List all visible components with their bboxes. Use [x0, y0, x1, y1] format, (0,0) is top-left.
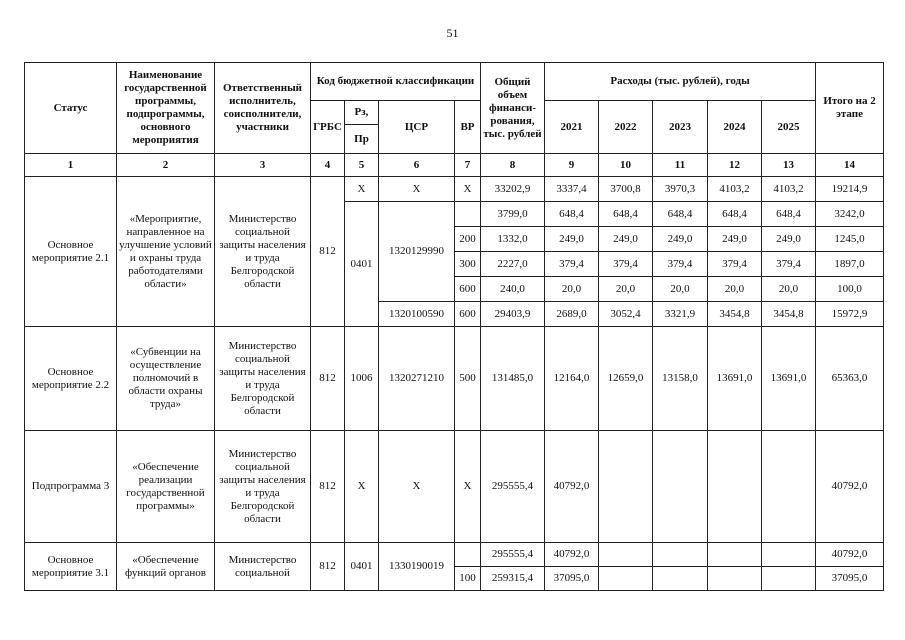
header-rz: Рз, [345, 101, 379, 125]
vr-cell: 600 [455, 277, 481, 302]
year-cell: 13691,0 [762, 327, 816, 431]
header-year-2023: 2023 [653, 101, 708, 154]
name-cell: «Субвенции на осуществление полномочий в области охраны труда» [117, 327, 215, 431]
grbs-cell: 812 [311, 177, 345, 327]
column-number: 1 [25, 154, 117, 177]
vr-cell [455, 202, 481, 227]
column-number: 14 [816, 154, 884, 177]
table-row [25, 431, 884, 543]
column-number: 7 [455, 154, 481, 177]
vr-cell [455, 543, 481, 567]
stage-total-cell: 40792,0 [816, 543, 884, 567]
total-cell: 2227,0 [481, 252, 545, 277]
column-number: 5 [345, 154, 379, 177]
rz-cell: 1006 [345, 327, 379, 431]
column-number: 6 [379, 154, 455, 177]
year-cell [708, 543, 762, 567]
year-cell: 3700,8 [599, 177, 653, 202]
year-cell: 13691,0 [708, 327, 762, 431]
vr-cell: 300 [455, 252, 481, 277]
year-cell: 40792,0 [545, 543, 599, 567]
vr-cell: 100 [455, 567, 481, 591]
grbs-cell: 812 [311, 327, 345, 431]
year-cell: 20,0 [545, 277, 599, 302]
year-cell: 4103,2 [708, 177, 762, 202]
column-number: 11 [653, 154, 708, 177]
year-cell: 249,0 [545, 227, 599, 252]
year-cell: 379,4 [762, 252, 816, 277]
grbs-cell: 812 [311, 543, 345, 591]
year-cell: 3454,8 [762, 302, 816, 327]
year-cell: 648,4 [762, 202, 816, 227]
budget-table [24, 62, 884, 591]
header-total-volume: Общий объем финанси-рования, тыс. рублей [481, 63, 545, 154]
rz-cell: 0401 [345, 202, 379, 327]
page-number: 51 [446, 26, 459, 40]
year-cell: 37095,0 [545, 567, 599, 591]
year-cell: 648,4 [653, 202, 708, 227]
total-cell: 240,0 [481, 277, 545, 302]
table-row [25, 327, 884, 431]
header-status: Статус [25, 63, 117, 154]
year-cell: 249,0 [653, 227, 708, 252]
total-cell: 33202,9 [481, 177, 545, 202]
year-cell: 2689,0 [545, 302, 599, 327]
vr-cell: 500 [455, 327, 481, 431]
vr-cell: Х [455, 431, 481, 543]
header-row-1 [25, 63, 884, 101]
total-cell: 295555,4 [481, 431, 545, 543]
year-cell: 20,0 [599, 277, 653, 302]
header-pr: Пр [345, 125, 379, 154]
name-cell: «Обеспечение реализации государственной программы» [117, 431, 215, 543]
header-year-2021: 2021 [545, 101, 599, 154]
total-cell: 3799,0 [481, 202, 545, 227]
column-numbers-row [25, 154, 884, 177]
status-cell: Подпрограмма 3 [25, 431, 117, 543]
year-cell: 379,4 [599, 252, 653, 277]
responsible-cell: Министерство социальной защиты населения и труда Белгородской области [215, 177, 311, 327]
year-cell: 249,0 [599, 227, 653, 252]
year-cell: 12164,0 [545, 327, 599, 431]
column-number: 3 [215, 154, 311, 177]
grbs-cell: 812 [311, 431, 345, 543]
csr-cell: Х [379, 431, 455, 543]
csr-cell: 1330190019 [379, 543, 455, 591]
column-number: 4 [311, 154, 345, 177]
csr-cell: 1320271210 [379, 327, 455, 431]
header-year-2024: 2024 [708, 101, 762, 154]
column-number: 10 [599, 154, 653, 177]
stage-total-cell: 37095,0 [816, 567, 884, 591]
stage-total-cell: 65363,0 [816, 327, 884, 431]
year-cell [653, 431, 708, 543]
csr-cell: 1320100590 [379, 302, 455, 327]
header-budget-code: Код бюджетной классификации [311, 63, 481, 101]
total-cell: 295555,4 [481, 543, 545, 567]
year-cell [762, 567, 816, 591]
total-cell: 29403,9 [481, 302, 545, 327]
responsible-cell: Министерство социальной защиты населения и труда Белгородской области [215, 431, 311, 543]
csr-cell: 1320129990 [379, 202, 455, 302]
year-cell: 13158,0 [653, 327, 708, 431]
year-cell: 3970,3 [653, 177, 708, 202]
stage-total-cell: 15972,9 [816, 302, 884, 327]
column-number: 12 [708, 154, 762, 177]
total-cell: 1332,0 [481, 227, 545, 252]
column-number: 8 [481, 154, 545, 177]
total-cell: 131485,0 [481, 327, 545, 431]
year-cell: 648,4 [599, 202, 653, 227]
rz-cell: Х [345, 431, 379, 543]
header-year-2025: 2025 [762, 101, 816, 154]
year-cell: 4103,2 [762, 177, 816, 202]
year-cell [708, 567, 762, 591]
year-cell: 20,0 [653, 277, 708, 302]
header-grbs: ГРБС [311, 101, 345, 154]
header-responsible: Ответственный исполнитель, соисполнители, участники [215, 63, 311, 154]
status-cell: Основное мероприятие 2.2 [25, 327, 117, 431]
year-cell [708, 431, 762, 543]
year-cell [599, 431, 653, 543]
year-cell [762, 431, 816, 543]
year-cell: 379,4 [545, 252, 599, 277]
total-cell: 259315,4 [481, 567, 545, 591]
year-cell [653, 543, 708, 567]
table-row [25, 177, 884, 202]
year-cell: 12659,0 [599, 327, 653, 431]
name-cell: «Обеспечение функций органов [117, 543, 215, 591]
column-number: 13 [762, 154, 816, 177]
year-cell: 648,4 [545, 202, 599, 227]
stage-total-cell: 1245,0 [816, 227, 884, 252]
rz-cell: 0401 [345, 543, 379, 591]
year-cell: 379,4 [708, 252, 762, 277]
csr-cell: Х [379, 177, 455, 202]
name-cell: «Мероприятие, направленное на улучшение условий и охраны труда работодателями области» [117, 177, 215, 327]
header-csr: ЦСР [379, 101, 455, 154]
stage-total-cell: 100,0 [816, 277, 884, 302]
year-cell: 249,0 [708, 227, 762, 252]
year-cell [653, 567, 708, 591]
year-cell: 20,0 [762, 277, 816, 302]
header-year-2022: 2022 [599, 101, 653, 154]
status-cell: Основное мероприятие 3.1 [25, 543, 117, 591]
header-vr: ВР [455, 101, 481, 154]
rz-cell: Х [345, 177, 379, 202]
stage-total-cell: 19214,9 [816, 177, 884, 202]
header-name: Наименование государственной программы, подпрограммы, основного мероприятия [117, 63, 215, 154]
year-cell: 20,0 [708, 277, 762, 302]
table-row [25, 543, 884, 567]
year-cell: 3321,9 [653, 302, 708, 327]
year-cell: 3052,4 [599, 302, 653, 327]
status-cell: Основное мероприятие 2.1 [25, 177, 117, 327]
year-cell: 3454,8 [708, 302, 762, 327]
year-cell: 379,4 [653, 252, 708, 277]
responsible-cell: Министерство социальной защиты населения и труда Белгородской области [215, 327, 311, 431]
year-cell: 249,0 [762, 227, 816, 252]
stage-total-cell: 1897,0 [816, 252, 884, 277]
year-cell: 648,4 [708, 202, 762, 227]
stage-total-cell: 40792,0 [816, 431, 884, 543]
column-number: 9 [545, 154, 599, 177]
year-cell [599, 543, 653, 567]
year-cell: 40792,0 [545, 431, 599, 543]
stage-total-cell: 3242,0 [816, 202, 884, 227]
column-number: 2 [117, 154, 215, 177]
year-cell: 3337,4 [545, 177, 599, 202]
header-stage-total: Итого на 2 этапе [816, 63, 884, 154]
header-expenses: Расходы (тыс. рублей), годы [545, 63, 816, 101]
year-cell [762, 543, 816, 567]
vr-cell: 200 [455, 227, 481, 252]
year-cell [599, 567, 653, 591]
vr-cell: 600 [455, 302, 481, 327]
vr-cell: Х [455, 177, 481, 202]
responsible-cell: Министерство социальной [215, 543, 311, 591]
